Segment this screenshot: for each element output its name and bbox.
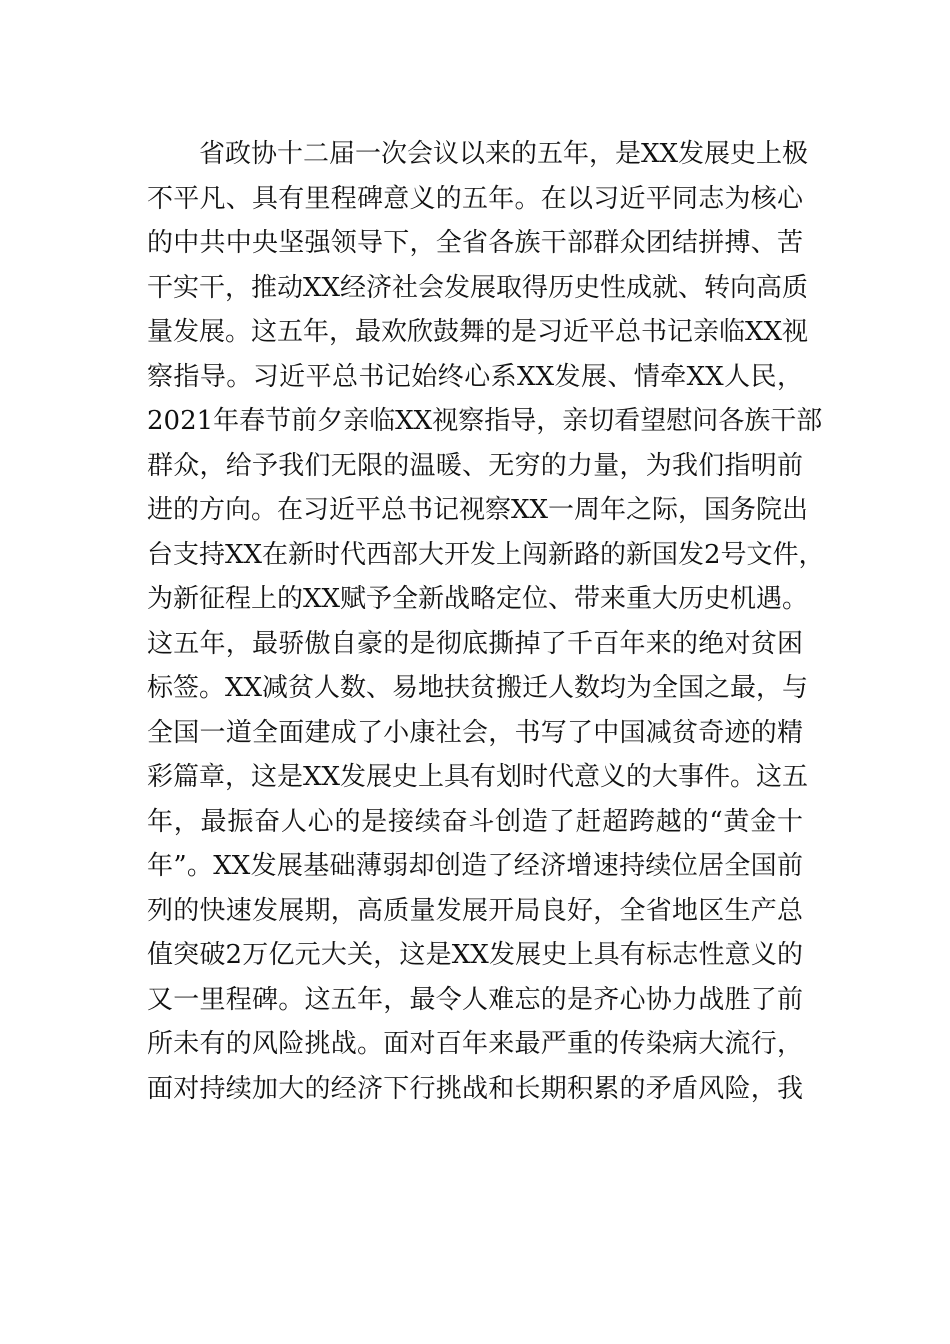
- text-line: 不平凡、具有里程碑意义的五年。在以习近平同志为核心: [147, 183, 803, 214]
- text-line: 全国一道全面建成了小康社会，书写了中国减贫奇迹的精: [147, 717, 803, 748]
- text-line: 群众，给予我们无限的温暖、无穷的力量，为我们指明前: [147, 450, 803, 481]
- text-line: 年”。XX发展基础薄弱却创造了经济增速持续位居全国前: [147, 851, 803, 881]
- body-paragraph: [147, 132, 825, 1111]
- text-line: 值突破2万亿元大关，这是XX发展史上具有标志性意义的: [147, 940, 803, 970]
- text-line: 面对持续加大的经济下行挑战和长期积累的矛盾风险，我: [147, 1073, 803, 1104]
- text-line: 为新征程上的XX赋予全新战略定位、带来重大历史机遇。: [147, 584, 809, 614]
- text-line: 年，最振奋人心的是接续奋斗创造了赶超跨越的“黄金十: [147, 806, 803, 837]
- text-line: 彩篇章，这是XX发展史上具有划时代意义的大事件。这五: [147, 762, 809, 792]
- text-line: 察指导。习近平总书记始终心系XX发展、情牵XX人民，: [147, 361, 803, 392]
- text-line: 干实干，推动XX经济社会发展取得历史性成就、转向高质: [147, 272, 809, 303]
- text-line: 列的快速发展期，高质量发展开局良好，全省地区生产总: [147, 895, 803, 926]
- text-line: 量发展。这五年，最欢欣鼓舞的是习近平总书记亲临XX视: [147, 317, 809, 347]
- text-line: 的中共中央坚强领导下，全省各族干部群众团结拼搏、苦: [147, 228, 803, 258]
- text-line: 又一里程碑。这五年，最令人难忘的是齐心协力战胜了前: [147, 984, 803, 1015]
- text-line: 所未有的风险挑战。面对百年来最严重的传染病大流行，: [147, 1029, 803, 1059]
- text-line: 标签。XX减贫人数、易地扶贫搬迁人数均为全国之最，与: [147, 673, 809, 703]
- text-line: 台支持XX在新时代西部大开发上闯新路的新国发2号文件，: [147, 539, 825, 570]
- text-line: 省政协十二届一次会议以来的五年，是XX发展史上极: [199, 139, 809, 169]
- text-line: 进的方向。在习近平总书记视察XX一周年之际，国务院出: [147, 495, 809, 525]
- text-line: 这五年，最骄傲自豪的是彻底撕掉了千百年来的绝对贫困: [147, 628, 803, 659]
- text-line: 2021年春节前夕亲临XX视察指导，亲切看望慰问各族干部: [147, 406, 823, 436]
